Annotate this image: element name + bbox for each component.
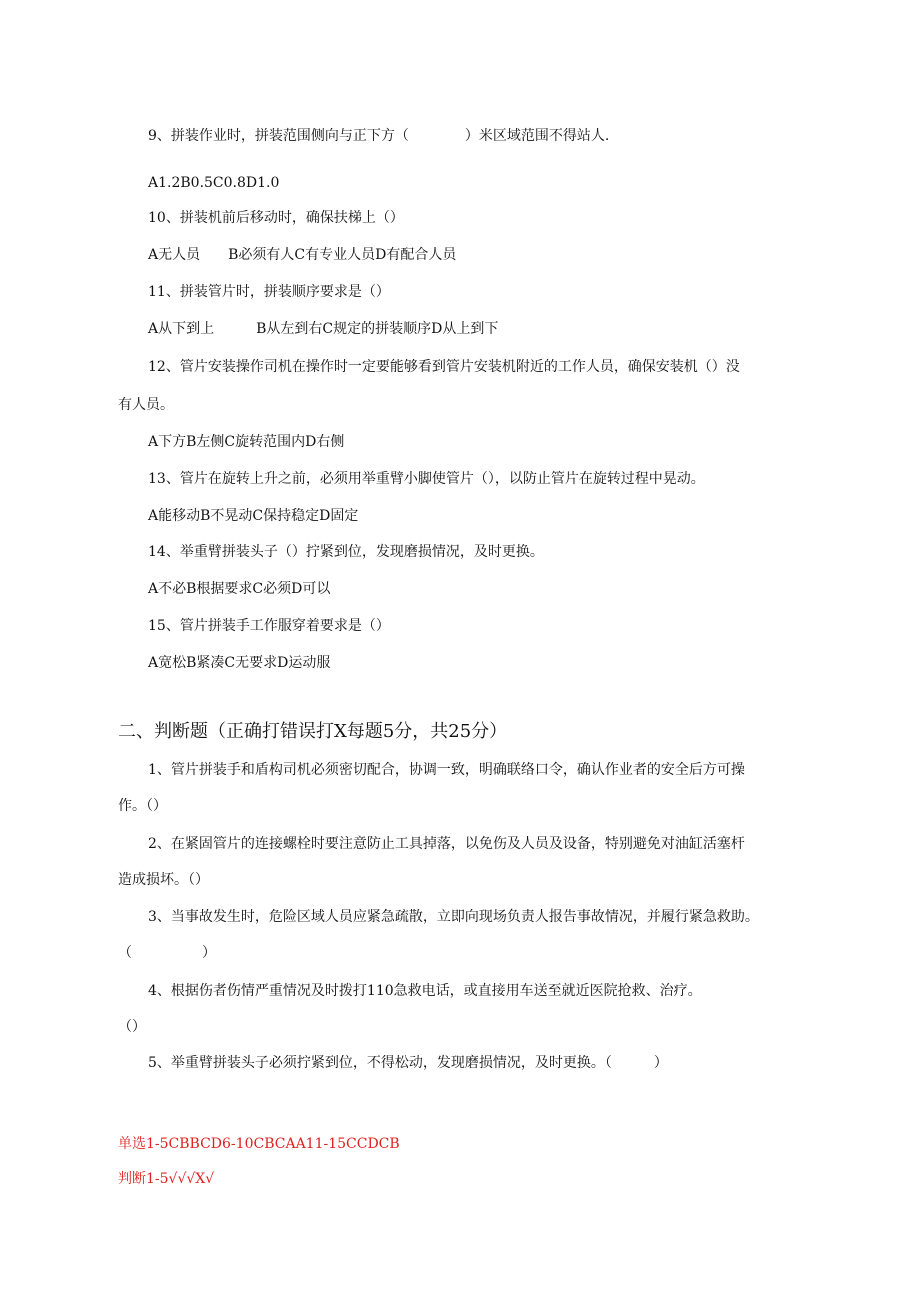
judge-text-continued: （） (118, 1019, 146, 1035)
question-text: 11、拼装管片时，拼装顺序要求是（） (148, 284, 390, 300)
judge-text: 3、当事故发生时，危险区域人员应紧急疏散，立即向现场负责人报告事故情况，并履行紧急救助。 (148, 909, 759, 925)
answer-key-single: 单选1-5CBBCD6-10CBCAA11-15CCDCB (118, 1136, 400, 1152)
question-text: 15、管片拼装手工作服穿着要求是（） (148, 618, 390, 634)
judge-text-continued: 作。（） (118, 798, 167, 814)
judge-text-continued: （ ） (118, 945, 216, 961)
question-text-continued: 有人员。 (118, 397, 174, 413)
judge-text: 4、根据伤者伤情严重情况及时拨打110急救电话，或直接用车送至就近医院抢救、治疗。 (148, 983, 702, 999)
question-options: A不必B根据要求C必须D可以 (148, 581, 331, 597)
question-options: A宽松B紧凑C无要求D运动服 (148, 655, 331, 671)
section-title: 二、判断题（正确打错误打X每题5分，共25分） (118, 721, 508, 742)
question-text: 9、拼装作业时，拼装范围侧向与正下方（ ）米区域范围不得站人. (148, 128, 610, 144)
judge-text: 2、在紧固管片的连接螺栓时要注意防止工具掉落，以免伤及人员及设备，特别避免对油缸活塞杆 (148, 836, 745, 852)
question-text: 13、管片在旋转上升之前，必须用举重臂小脚使管片（），以防止管片在旋转过程中晃动。 (148, 471, 705, 487)
question-options: A能移动B不晃动C保持稳定D固定 (148, 508, 359, 524)
question-text: 14、举重臂拼装头子（）拧紧到位，发现磨损情况，及时更换。 (148, 544, 544, 560)
question-options: A1.2B0.5C0.8D1.0 (148, 175, 280, 191)
judge-text: 5、举重臂拼装头子必须拧紧到位，不得松动，发现磨损情况，及时更换。（ ） (148, 1055, 668, 1071)
question-text: 10、拼装机前后移动时，确保扶梯上（） (148, 210, 404, 226)
answer-key-judge: 判断1-5√√√X√ (118, 1171, 215, 1187)
question-options: A无人员 B必须有人C有专业人员D有配合人员 (148, 247, 457, 263)
judge-text-continued: 造成损坏。（） (118, 872, 209, 888)
question-options: A从下到上 B从左到右C规定的拼装顺序D从上到下 (148, 321, 499, 337)
question-options: A下方B左侧C旋转范围内D右侧 (148, 434, 345, 450)
judge-text: 1、管片拼装手和盾构司机必须密切配合，协调一致，明确联络口令，确认作业者的安全后方可操 (148, 762, 745, 778)
question-text: 12、管片安装操作司机在操作时一定要能够看到管片安装机附近的工作人员，确保安装机（）没 (148, 359, 740, 375)
